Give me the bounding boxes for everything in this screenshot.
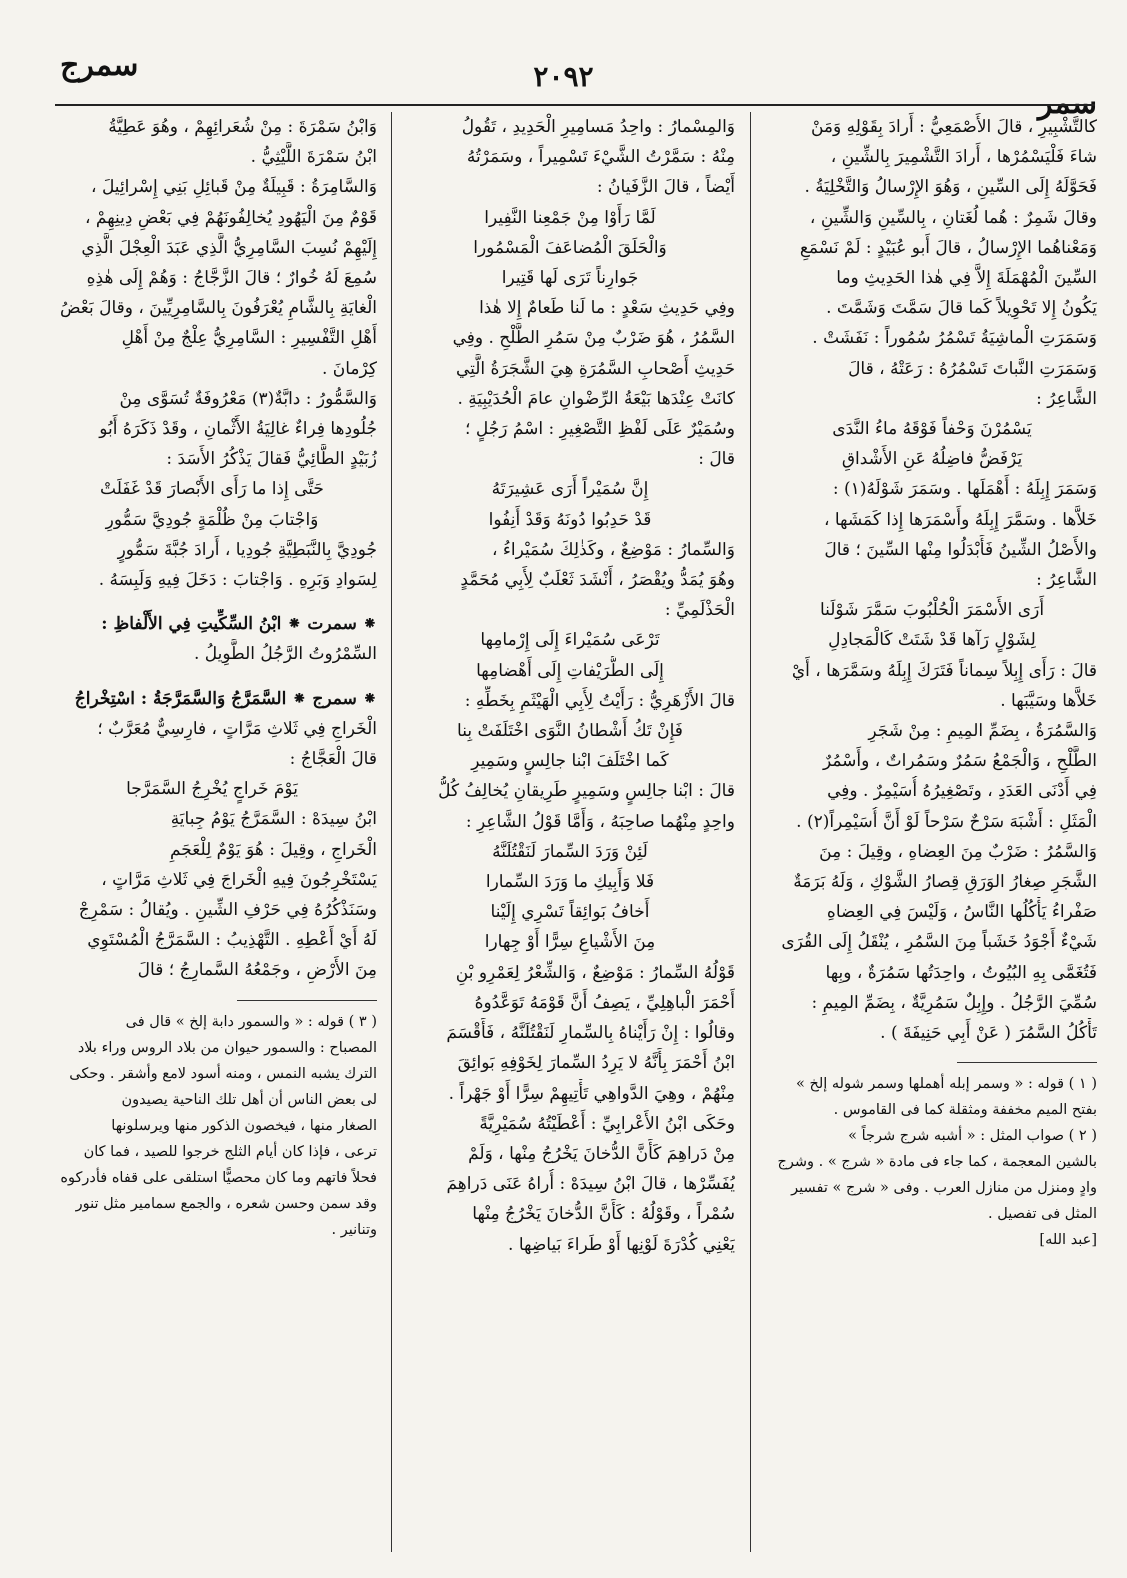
text-line: شاءَ فَلْيَسْمُرْها ، أَرادَ التَّشْمِيرَ بِالشِّينِ ، xyxy=(830,147,1097,168)
text-line: وَابْنُ سَمْرَةَ : مِنْ شُعَرائِهِمْ ، وهُوَ عَطِيَّةُ xyxy=(108,117,377,137)
text-line: مِنَ الأَرْضِ ، وجَمْعُهُ السَّمارِجُ ؛ قالَ xyxy=(137,960,377,981)
text-line: وقالَ شَمِرٌ : هُما لُغَتانِ ، بِالسِّينِ وَالشِّينِ ، xyxy=(809,207,1097,228)
text-line: مِنْهُمْ ، وهِيَ الدَّواهِي تَأْتِيهِمْ سِرًّا أَوْ جَهْراً . xyxy=(448,1083,735,1104)
text-line: صَفْراءُ يَأْكُلُها النَّاسُ ، وَلَيْسَ فِي العِضاهِ xyxy=(826,902,1097,923)
text-line: السِّمْرُوتُ الرَّجُلُ الطَّوِيلُ . xyxy=(193,644,377,665)
verse-line: لِشَوْلٍ رَآها قَدْ شَتَتْ كَالْمَجادِلِ xyxy=(828,630,1036,651)
text-line: الْخَراجِ فِي ثَلاثِ مَرَّاتٍ ، فارِسِيٌّ مُعَرَّبٌ ؛ xyxy=(97,718,377,739)
header-root-right: سمر xyxy=(1037,86,1097,121)
text-line: وَسَمَرَ إِبِلَهُ : أَهْمَلَها . وسَمَرَ شَوْلَهُ(١) : xyxy=(832,479,1097,500)
text-line: لَهُ أَيْ أَعْطِهِ . التَّهْذِيبُ : السَّمَرَّجُ الْمُسْتَوِي xyxy=(87,930,377,951)
footnote-line: [عبد الله] xyxy=(1039,1232,1097,1249)
footnote-line: ( ٢ ) صواب المثل : « أشبه شرج شرجاً » xyxy=(848,1128,1097,1145)
text-line: الْحَذْلَمِيِّ : xyxy=(664,600,735,621)
footnote-rule xyxy=(957,1062,1097,1063)
verse-line: لَمَّا رَأَوْا مِنْ جَمْعِنا النَّفِيرا xyxy=(484,207,656,228)
footnote-line: ترعى ، فإذا كان أيام الثلج خرجوا للصيد ، فما كان xyxy=(83,1143,377,1160)
verse-line: قَدْ حَدِبُوا دُونَهُ وَقَدْ أَنِفُوا xyxy=(488,509,652,530)
footnote-line: المثل فى تفصيل . xyxy=(988,1206,1097,1223)
text-line: وَالمِسْمارُ : واحِدُ مَسامِيرِ الْحَدِيدِ ، تَقُولُ xyxy=(461,117,735,137)
text-line: تَأْكُلُ السَّمُرَ ( عَنْ أَبِي حَنِيفَةَ ) . xyxy=(880,1023,1097,1044)
verse-line: كَما اخْتَلَفَ ابْنا جالِسٍ وسَمِيرِ xyxy=(471,751,669,772)
text-line: يَسْتَخْرِجُونَ فِيهِ الْخَراجَ فِي ثَلاثِ مَرَّاتٍ ، xyxy=(101,869,377,890)
column-left-body xyxy=(47,112,377,986)
text-line: قالَ : ابْنا جالِسٍ وسَمِيرٍ طَرِيقانِ يُخالِفُ كُلُّ xyxy=(438,781,735,802)
header-root-left: سمرج xyxy=(60,48,139,83)
text-line: وهُوَ يُمَدُّ ويُقْصَرُ ، أَنْشَدَ ثَعْلَبٌ لِأَبِي مُحَمَّدٍ xyxy=(460,570,735,591)
text-line: لِسَوادِ وَبَرِهِ . وَاجْتابَ : دَخَلَ فِيهِ وَلَبِسَهُ . xyxy=(98,570,377,591)
text-line: قالَ : xyxy=(698,449,735,470)
column-middle xyxy=(405,112,735,1552)
text-line: جُودِيَّ بِالنَّبَطِيَّةِ جُودِيا ، أَرادَ جُبَّةَ سَمُّورٍ xyxy=(117,539,377,560)
verse-line: إِلَى الطُّرَيْفاتِ إِلَى أَهْضامِها xyxy=(476,660,664,681)
verse-line: تَرْعَى سُمَيْراءَ إِلَى إِرْمامِها xyxy=(480,630,660,651)
text-line: يَعْنِي كُدْرَةَ لَوْنِها أَوْ طَراءَ بَياضِها . xyxy=(508,1234,735,1255)
footnote-line: وتنانير . xyxy=(331,1221,377,1238)
text-line: أَحْمَرَ الْباهِلِيِّ ، يَصِفُ أَنَّ قَوْمَهُ تَوَعَّدُوهُ xyxy=(474,992,735,1013)
verse-line: يَرْفَضُّ فاضِلُهُ عَنِ الأَشْداقِ xyxy=(841,449,1023,470)
verse-line: وَالْحَلَقَ الْمُضاعَفَ الْمَسْمُورا xyxy=(473,237,667,258)
footnote-line: وقد سمن وحسن شعره ، والجمع سمامير مثل تنور xyxy=(75,1195,377,1212)
verse-line: يَوْمَ خَراجٍ يُخْرِجُ السَّمَرَّجا xyxy=(126,779,298,800)
header-rule xyxy=(55,104,1095,106)
verse-line: إِنَّ سُمَيْراً أَرَى عَشِيرَتَهُ xyxy=(491,479,649,500)
text-line: زُبَيْدٍ الطَّائِيُّ فَقالَ يَذْكُرُ الأَسَدَ : xyxy=(166,449,377,470)
text-line: وحَكَى ابْنُ الأَعْرابِيِّ : أَعْطَيْتُهُ سُمَيْرِيَّةً xyxy=(479,1113,735,1134)
footnote-rule xyxy=(237,1000,377,1001)
text-line: خَلاَّها . وسَمَّرَ إِبِلَهُ وأَسْمَرَها إِذا كَمَشَها ، xyxy=(823,509,1097,530)
text-line: وسُمَيْرٌ عَلَى لَفْظِ التَّصْغِيرِ : اسْمُ رَجُلٍ ؛ xyxy=(465,419,735,440)
text-line: مِنْ دَراهِمَ كَأَنَّ الدُّخانَ يَخْرُجُ مِنْها ، وَلَمْ xyxy=(468,1143,735,1164)
verse-line: أَخافُ بَوائِقاً تَسْرِي إِلَيْنا xyxy=(490,902,650,923)
footnote-line: الصغار منها ، فيخصون الذكور منها ويرسلونها xyxy=(111,1117,377,1134)
footnote-line: بالشين المعجمة ، كما جاء فى مادة « شرج » . وشرج xyxy=(777,1154,1097,1171)
text-line: سُمِّيَ الرَّجُلُ . وإِبِلٌ سَمُرِيَّةٌ ، بِضَمِّ المِيمِ : xyxy=(811,992,1097,1013)
text-line: قَوْمٌ مِنَ الْيَهُودِ يُخالِفُونَهُمْ فِي بَعْضِ دِينِهِمْ ، xyxy=(85,207,377,228)
footnote-line: ( ١ ) قوله : « وسمر إبله أهملها وسمر شوله إلخ » xyxy=(796,1076,1097,1093)
verse-line: جَوارِناً تَرَى لَها قَتِيرا xyxy=(501,268,639,289)
entry-headword-line: ⁕ سمرج ⁕ السَّمَرَّجُ وَالسَّمَرَّجَةُ : اسْتِخْراجُ xyxy=(74,688,377,709)
text-line: الْغايَةِ بِالشَّامِ يُعْرَفُونَ بِالسَّامِرِيِّينَ ، وقالَ بَعْضُ xyxy=(59,298,377,319)
column-middle-body xyxy=(405,112,735,1260)
text-line: ابْنُ سَمْرَةَ اللَّيْثِيُّ . xyxy=(250,147,377,168)
text-line: وَالسَّامِرَةُ : قَبِيلَةٌ مِنْ قَبائِلِ بَنِي إِسْرائِيلَ ، xyxy=(91,177,377,198)
column-right xyxy=(767,112,1097,1552)
column-right-footnotes xyxy=(767,1071,1097,1253)
footnote-line: لى بعض الناس أن أهل تلك الناحية يصيدون xyxy=(121,1091,377,1108)
text-line: وَالسَّمُّورُ : دابَّةٌ(٣) مَعْرُوفَةٌ تُسَوَّى مِنْ xyxy=(119,388,377,409)
text-line: الْمَثَلِ : أَشْبَهَ سَرْحٌ سَرْحاً لَوْ أَنَّ أُسَيْمِراً(٢) . xyxy=(796,811,1097,832)
text-line: وسَنَذْكُرُهُ فِي حَرْفِ الشِّينِ . ويُقالُ : سَمْرِجْ xyxy=(78,900,377,921)
text-line: يَكُونُ إِلا تَحْوِيلاً كَما قالَ سَمَّتَ وَشَمَّتَ . xyxy=(826,298,1097,319)
text-line: السِّينَ الْمُهْمَلَةَ إِلاَّ فِي هٰذا الحَدِيثِ وما xyxy=(836,268,1097,289)
page-number: ٢٠٩٢ xyxy=(533,60,594,93)
verse-line: فَإِنْ تَكُ أَشْطانُ النَّوَى اخْتَلَفَتْ بِنا xyxy=(457,721,683,742)
text-line: ابْنُ سِيدَهْ : السَّمَرَّجُ يَوْمُ جِبايَةِ xyxy=(170,809,377,830)
verse-line: وَاجْتابَ مِنْ ظُلْمَةٍ جُودِيَّ سَمُّورِ xyxy=(105,509,319,530)
text-line: كِرْمانَ . xyxy=(321,358,377,379)
text-line: يُفَسِّرْها ، قالَ ابْنُ سِيدَهْ : أُراهُ عَنَى دَراهِمَ xyxy=(446,1174,735,1195)
text-line: خَلاَّها وسَيَّبَها . xyxy=(1000,690,1097,711)
text-line: كانَتْ عِنْدَها بَيْعَةُ الرِّضْوانِ عامَ الْحُدَيْبِيَةِ . xyxy=(457,388,735,409)
footnote-line: المصباح : والسمور حيوان من بلاد الروس وراء بلاد xyxy=(77,1039,377,1056)
column-right-body xyxy=(767,112,1097,1048)
text-line: أَهْلِ التَّفْسِيرِ : السَّامِرِيُّ عِلْجٌ مِنْ أَهْلِ xyxy=(121,328,377,349)
column-left xyxy=(47,112,377,1552)
text-line: سُمْراً ، وقَوْلُهُ : كَأَنَّ الدُّخانَ يَخْرُجُ مِنْها xyxy=(472,1204,735,1225)
text-line: وَالسِّمارُ : مَوْضِعٌ ، وكَذٰلِكَ سُمَيْراءُ ، xyxy=(491,539,735,560)
footnote-line: وادٍ ومنزل من منازل العرب . وفى « شرج » تفسير xyxy=(791,1180,1097,1197)
text-line: والأَصْلُ الشِّينُ فَأَبْدَلُوا مِنْها السِّينَ ؛ قالَ xyxy=(824,539,1097,560)
text-line: كالتَّشْبِيرِ ، قالَ الأَصْمَعِيُّ : أَرادَ بِقَوْلِهِ وَمَنْ xyxy=(810,117,1097,137)
verse-line: أَرَى الأَسْمَرَ الْحُلْبُوبَ سَمَّرَ شَوْلَنا xyxy=(819,600,1045,621)
column-left-footnotes xyxy=(47,1009,377,1243)
text-line: قالَ الأَزْهَرِيُّ : رَأَيْتُ لِأَبِي الْهَيْثَمِ بِخَطِّهِ : xyxy=(464,690,735,711)
text-line: الطَّلْحِ ، وَالْجَمْعُ سَمُرٌ وسَمُراتٌ ، وأَسْمُرٌ xyxy=(822,751,1097,772)
text-line: فَتُغَمَّى بِهِ البُيُوتُ ، واحِدَتُها سَمُرَةٌ ، وبِها xyxy=(825,962,1097,983)
text-line: حَدِيثِ أَصْحابِ السَّمُرَةِ هِيَ الشَّجَرَةُ الَّتِي xyxy=(455,358,735,379)
text-line: وقالُوا : إِنْ رَأَيْناهُ بِالسِّمارِ لَنَقْتُلَنَّهُ ، فَأَقْسَمَ xyxy=(446,1023,735,1044)
column-divider xyxy=(750,112,751,1552)
text-line: فِي أَدْنَى العَدَدِ ، وتَصْغِيرُهُ أُسَيْمِرٌ . وفِي xyxy=(827,781,1097,802)
text-line: قالَ الْعَجَّاجُ : xyxy=(289,749,377,770)
text-line: إِلَيْهِمْ نُسِبَ السَّامِرِيُّ الَّذِي عَبَدَ الْعِجْلَ الَّذِي xyxy=(81,237,377,258)
text-line: وَالسَّمُرَةُ ، بِضَمِّ المِيمِ : مِنْ شَجَرِ xyxy=(868,721,1097,742)
text-line: الشَّجَرِ صِغارُ الوَرَقِ قِصارُ الشَّوْكِ ، وَلَهُ بَرَمَةٌ xyxy=(793,872,1097,893)
text-line: فَحَوَّلَهُ إِلَى السِّينِ ، وَهُوَ الإِرْسالُ وَالتَّخْلِيَةُ . xyxy=(804,177,1097,198)
verse-line: فَلا وَأَبِيكِ ما وَرَدَ السِّمارا xyxy=(485,872,655,893)
footnote-line: الترك يشبه النمس ، ومنه أسود لامع وأشقر . وحكى xyxy=(69,1065,377,1082)
text-line: قَوْلُهُ السِّمارُ : مَوْضِعٌ ، وَالشِّعْرُ لِعَمْرِو بْنِ xyxy=(455,962,735,983)
verse-line: حَتَّى إِذا ما رَأَى الأَبْصارَ قَدْ غَفَلَتْ xyxy=(100,479,324,500)
column-divider xyxy=(391,112,392,1552)
text-line: الشَّاعِرُ : xyxy=(1036,570,1097,591)
footnote-line: بفتح الميم مخففة ومثقلة كما فى القاموس . xyxy=(833,1102,1097,1119)
text-line: وَسَمَرَتِ النَّباتَ تَسْمُرُهُ : رَعَتْهُ ، قالَ xyxy=(848,358,1097,379)
text-line: السَّمُرُ ، هُوَ ضَرْبٌ مِنْ سَمُرِ الطَّلْحِ . وفِي xyxy=(452,328,735,349)
text-line: وَالسَّمُرُ : ضَرْبٌ مِنَ العِضاهِ ، وقِيلَ : مِنَ xyxy=(819,841,1097,862)
text-line: سُمِعَ لَهُ خُوارٌ ؛ قالَ الزَّجَّاجُ : وَهُمْ إِلَى هٰذِهِ xyxy=(86,268,377,289)
text-line: أَيْضاً ، قالَ الزَّفَيانُ : xyxy=(596,177,735,198)
text-line: شَيْءٌ أَجْوَدُ خَشَباً مِنَ السَّمُرِ ، يُنْقَلُ إِلَى القُرَى xyxy=(781,932,1097,953)
text-line: قالَ : رَأَى إِبِلاً سِماناً فَتَرَكَ إِبِلَهُ وسَمَّرَها ، أَيْ xyxy=(791,660,1097,681)
text-line: مِنْهُ : سَمَّرْتُ الشَّيْءَ تَسْمِيراً ، وسَمَرْتُهُ xyxy=(466,147,735,168)
footnote-line: ( ٣ ) قوله : « والسمور دابة إلخ » قال فى xyxy=(125,1013,377,1030)
verse-line: مِنَ الأَشْياعِ سِرًّا أَوْ جِهارا xyxy=(484,932,656,953)
text-line: وَسَمَرَتِ الْماشِيَةُ تَسْمُرُ سُمُوراً : نَفَشَتْ . xyxy=(812,328,1097,349)
verse-line: يَسْمُرْنَ وَحْفاً فَوْقَهُ ماءُ النَّدَى xyxy=(832,419,1032,440)
text-line: ابْنُ أَحْمَرَ بِأَنَّهُ لا يَرِدُ السِّمارَ لِخَوْفِهِ بَوائِقَ xyxy=(457,1053,735,1074)
entry-gap xyxy=(47,595,377,609)
text-line: جُلُودِها فِراءٌ غالِيَةُ الأَثْمانِ ، وقَدْ ذَكَرَهُ أَبُو xyxy=(99,419,377,440)
entry-headword-line: ⁕ سمرت ⁕ ابْنُ السِّكِّيتِ فِي الأَلْفاظِ : xyxy=(101,614,377,635)
footnote-line: فحلاً فاتهم وما كان محصيًّا استلقى على قفاه فأدركوه xyxy=(60,1169,377,1186)
text-line: واحِدٍ مِنْهُما صاحِبَهُ ، وَأَمَّا قَوْلُ الشَّاعِرِ : xyxy=(465,811,735,832)
text-line: الشَّاعِرُ : xyxy=(1036,388,1097,409)
text-line: وفِي حَدِيثِ سَعْدٍ : ما لَنا طَعامٌ إِلا هٰذا xyxy=(479,298,735,319)
text-line: وَمَعْناهُما الإِرْسالُ ، قالَ أَبو عُبَيْدٍ : لَمْ نَسْمَعِ xyxy=(799,237,1097,258)
entry-gap xyxy=(47,670,377,684)
verse-line: لَئِنْ وَرَدَ السِّمارَ لَنَقْتُلَنَّهُ xyxy=(492,841,648,862)
text-line: الْخَراجِ ، وقِيلَ : هُوَ يَوْمٌ لِلْعَجَمِ xyxy=(169,839,377,860)
